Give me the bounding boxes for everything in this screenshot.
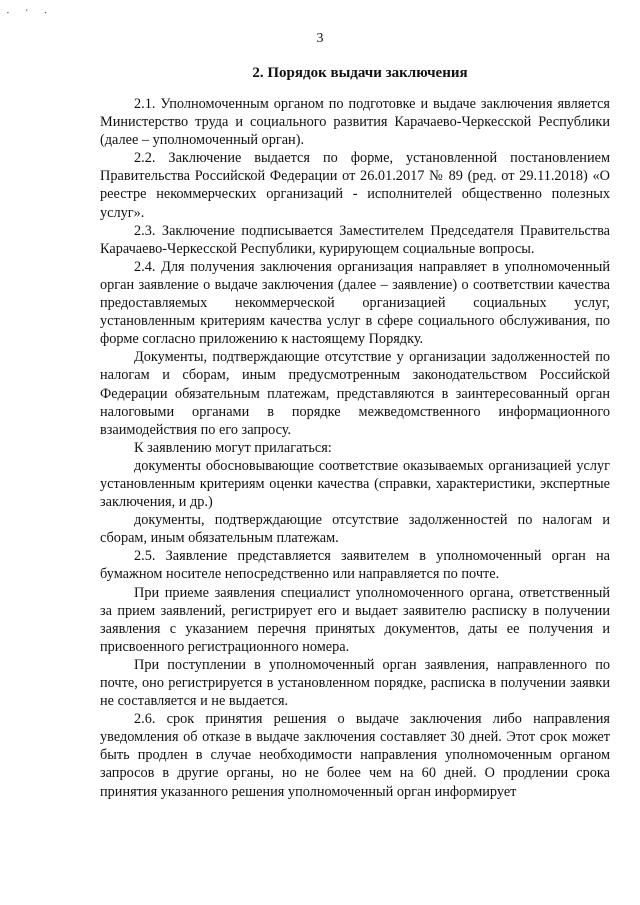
paragraph-2-1: 2.1. Уполномоченным органом по подготовке и выдаче заключения является Министерство труда и социального развития Карачаево-Черкесской Республики (далее – уполномоченный орган). bbox=[100, 96, 610, 149]
paragraph-2-3: 2.3. Заключение подписывается Заместителем Председателя Правительства Карачаево-Черкесской Республики, курирующем социальные вопросы. bbox=[100, 222, 610, 257]
paragraph-tax-documents: Документы, подтверждающие отсутствие у организации задолженностей по налогам и сборам, иным предусмотренным законодательством Российской Федерации обязательным платежам, представляются в заинтересованный орган налоговыми органами в порядке межведомственного информационного взаимодействия по его запросу. bbox=[100, 349, 610, 438]
paragraph-attachment-quality-docs: документы обосновывающие соответствие оказываемых организацией услуг установленным критериям оценки качества (справки, характеристики, экспертные заключения, и др.) bbox=[100, 457, 610, 511]
paragraph-attachment-debt-docs: документы, подтверждающие отсутствие задолженностей по налогам и сборам, иным обязательным платежам. bbox=[100, 512, 610, 547]
paragraph-2-5: 2.5. Заявление представляется заявителем в уполномоченный орган на бумажном носителе непосредственно или направляется по почте. bbox=[100, 548, 610, 583]
section-title: 2. Порядок выдачи заключения bbox=[252, 65, 468, 81]
paragraph-attachments-intro: К заявлению могут прилагаться: bbox=[134, 439, 332, 456]
scan-marks: ⠄ ⠂ ⠄ bbox=[6, 6, 56, 16]
document-body bbox=[100, 95, 610, 801]
paragraph-reception: При приеме заявления специалист уполномоченного органа, ответственный за прием заявлений, регистрирует его и выдает заявителю расписку в получении заявления с указанием перечня принятых документов, даты ее получения и присвоенного регистрационного номера. bbox=[100, 584, 610, 655]
paragraph-2-4: 2.4. Для получения заключения организация направляет в уполномоченный орган заявление о выдаче заключения (далее – заявление) о соответствии качества предоставляемых некоммерческой организацией социальных услуг, установленным критериям качества услуг в сфере социального обслуживания, по форме согласно приложению к настоящему Порядку. bbox=[100, 258, 610, 348]
page-number: 3 bbox=[316, 31, 324, 46]
paragraph-2-2: 2.2. Заключение выдается по форме, установленной постановлением Правительства Российской Федерации от 26.01.2017 № 89 (ред. от 29.11.2018) «О реестре некоммерческих организаций - исполнителей общественно полезных услуг». bbox=[100, 150, 610, 221]
paragraph-postal-receipt: При поступлении в уполномоченный орган заявления, направленного по почте, оно регистрируется в установленном порядке, расписка в получении заявки не составляется и не выдается. bbox=[100, 656, 610, 710]
paragraph-2-6: 2.6. срок принятия решения о выдаче заключения либо направления уведомления об отказе в выдаче заключения составляет 30 дней. Этот срок может быть продлен в случае необходимости направления уполномоченным органом запросов в другие органы, но не более чем на 60 дней. О продлении срока принятия указанного решения уполномоченный орган информирует bbox=[100, 711, 610, 800]
